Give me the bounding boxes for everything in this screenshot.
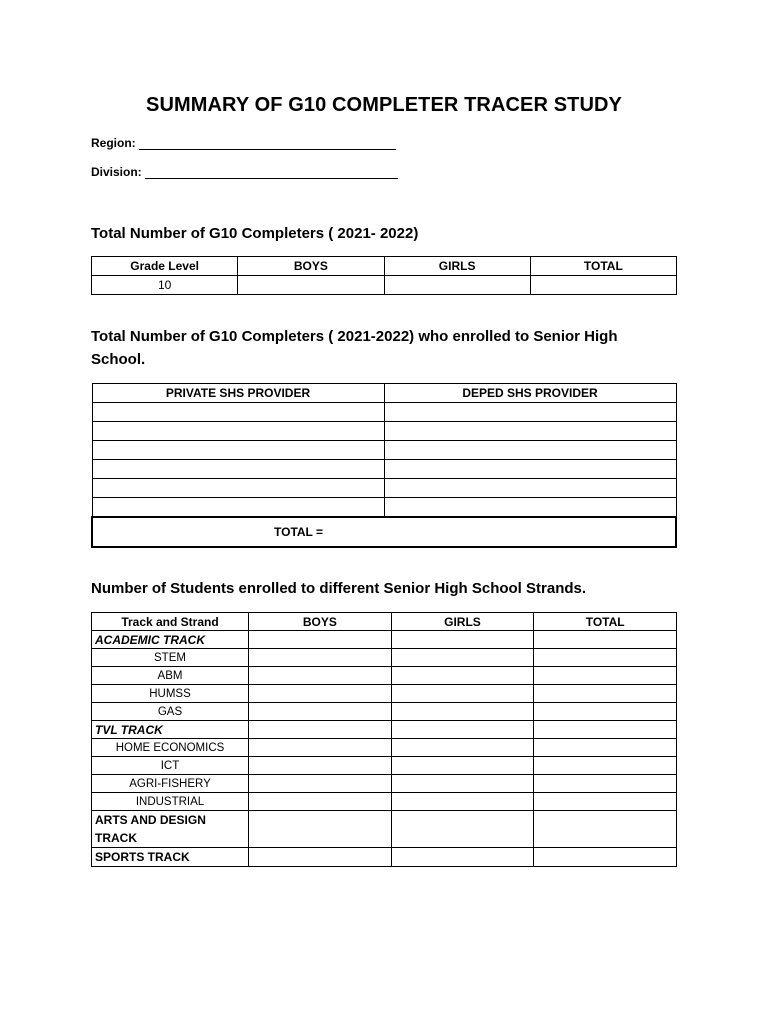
private-cell[interactable]	[92, 479, 384, 498]
header-track-strand: Track and Strand	[92, 613, 249, 631]
girls-cell[interactable]	[391, 793, 534, 811]
section2-heading-line1: Total Number of G10 Completers ( 2021-2022) who enrolled to Senior High	[91, 328, 618, 345]
completers-table	[91, 256, 677, 295]
table-row	[92, 775, 677, 793]
arts-track-line1: ARTS AND DESIGN	[95, 813, 206, 827]
table-row	[92, 276, 677, 295]
girls-cell[interactable]	[391, 631, 534, 649]
table-row	[92, 667, 677, 685]
boys-cell[interactable]	[249, 721, 392, 739]
total-cell[interactable]	[534, 631, 677, 649]
deped-cell[interactable]	[384, 441, 676, 460]
region-blank-line[interactable]	[139, 137, 396, 150]
girls-cell[interactable]	[391, 775, 534, 793]
division-field	[91, 165, 398, 179]
deped-cell[interactable]	[384, 498, 676, 518]
girls-cell[interactable]	[391, 757, 534, 775]
table-row	[92, 757, 677, 775]
table-row	[92, 649, 677, 667]
grade-cell: 10	[92, 276, 238, 295]
girls-cell[interactable]	[391, 703, 534, 721]
table-row	[92, 739, 677, 757]
table-row	[92, 721, 677, 739]
table-row	[92, 441, 676, 460]
private-cell[interactable]	[92, 422, 384, 441]
girls-cell[interactable]	[391, 721, 534, 739]
total-cell[interactable]	[534, 848, 677, 867]
deped-cell[interactable]	[384, 403, 676, 422]
page-title: SUMMARY OF G10 COMPLETER TRACER STUDY	[146, 94, 622, 116]
table-row	[92, 793, 677, 811]
boys-cell[interactable]	[249, 739, 392, 757]
private-cell[interactable]	[92, 441, 384, 460]
girls-cell[interactable]	[391, 848, 534, 867]
total-cell[interactable]	[534, 739, 677, 757]
private-cell[interactable]	[92, 403, 384, 422]
boys-cell[interactable]	[249, 848, 392, 867]
header-boys: BOYS	[238, 257, 384, 276]
private-cell[interactable]	[92, 460, 384, 479]
strand-humss: HUMSS	[92, 685, 249, 703]
region-field	[91, 136, 396, 150]
girls-cell[interactable]	[384, 276, 530, 295]
girls-cell[interactable]	[391, 649, 534, 667]
deped-cell[interactable]	[384, 460, 676, 479]
strand-industrial: INDUSTRIAL	[92, 793, 249, 811]
boys-cell[interactable]	[249, 649, 392, 667]
table-row	[92, 422, 676, 441]
shs-provider-table	[91, 383, 677, 548]
table-row	[92, 498, 676, 518]
table-row	[92, 479, 676, 498]
track-arts-design	[92, 811, 249, 848]
header-deped-shs: DEPED SHS PROVIDER	[384, 384, 676, 403]
header-total: TOTAL	[530, 257, 676, 276]
header-girls: GIRLS	[384, 257, 530, 276]
table-row	[92, 703, 677, 721]
track-tvl: TVL TRACK	[92, 721, 249, 739]
total-cell[interactable]	[534, 811, 677, 848]
division-label: Division:	[91, 165, 142, 179]
strand-ict: ICT	[92, 757, 249, 775]
total-cell[interactable]	[534, 703, 677, 721]
region-label: Region:	[91, 136, 136, 150]
section3-heading: Number of Students enrolled to different Senior High School Strands.	[91, 580, 587, 597]
track-sports: SPORTS TRACK	[92, 848, 249, 867]
deped-cell[interactable]	[384, 422, 676, 441]
strand-gas: GAS	[92, 703, 249, 721]
boys-cell[interactable]	[249, 793, 392, 811]
strand-abm: ABM	[92, 667, 249, 685]
header-private-shs: PRIVATE SHS PROVIDER	[92, 384, 384, 403]
strand-home-economics: HOME ECONOMICS	[92, 739, 249, 757]
total-cell[interactable]	[534, 649, 677, 667]
boys-cell[interactable]	[249, 667, 392, 685]
total-cell[interactable]	[534, 721, 677, 739]
strand-agri-fishery: AGRI-FISHERY	[92, 775, 249, 793]
total-cell[interactable]	[534, 685, 677, 703]
table-row	[92, 460, 676, 479]
total-cell[interactable]	[534, 775, 677, 793]
total-label: TOTAL =	[274, 525, 324, 539]
boys-cell[interactable]	[249, 757, 392, 775]
table-row	[92, 685, 677, 703]
table-row	[92, 811, 677, 848]
total-cell[interactable]	[92, 517, 676, 547]
header-girls: GIRLS	[391, 613, 534, 631]
header-boys: BOYS	[249, 613, 392, 631]
girls-cell[interactable]	[391, 739, 534, 757]
strand-stem: STEM	[92, 649, 249, 667]
section2-heading-line2: School.	[91, 351, 146, 368]
section1-heading: Total Number of G10 Completers ( 2021- 2022)	[91, 225, 419, 242]
track-academic: ACADEMIC TRACK	[92, 631, 249, 649]
boys-cell[interactable]	[238, 276, 384, 295]
girls-cell[interactable]	[391, 685, 534, 703]
boys-cell[interactable]	[249, 703, 392, 721]
table-row	[92, 631, 677, 649]
boys-cell[interactable]	[249, 775, 392, 793]
total-cell[interactable]	[534, 793, 677, 811]
strands-table	[91, 612, 677, 867]
table-row	[92, 848, 677, 867]
boys-cell[interactable]	[249, 811, 392, 848]
girls-cell[interactable]	[391, 811, 534, 848]
boys-cell[interactable]	[249, 631, 392, 649]
girls-cell[interactable]	[391, 667, 534, 685]
total-row	[92, 517, 676, 547]
boys-cell[interactable]	[249, 685, 392, 703]
total-cell[interactable]	[534, 757, 677, 775]
header-grade-level: Grade Level	[92, 257, 238, 276]
private-cell[interactable]	[92, 498, 384, 518]
deped-cell[interactable]	[384, 479, 676, 498]
table-row	[92, 403, 676, 422]
total-cell[interactable]	[534, 667, 677, 685]
section2-heading	[91, 325, 618, 371]
total-cell[interactable]	[530, 276, 676, 295]
division-blank-line[interactable]	[145, 166, 398, 179]
arts-track-line2: TRACK	[95, 831, 137, 845]
header-total: TOTAL	[534, 613, 677, 631]
